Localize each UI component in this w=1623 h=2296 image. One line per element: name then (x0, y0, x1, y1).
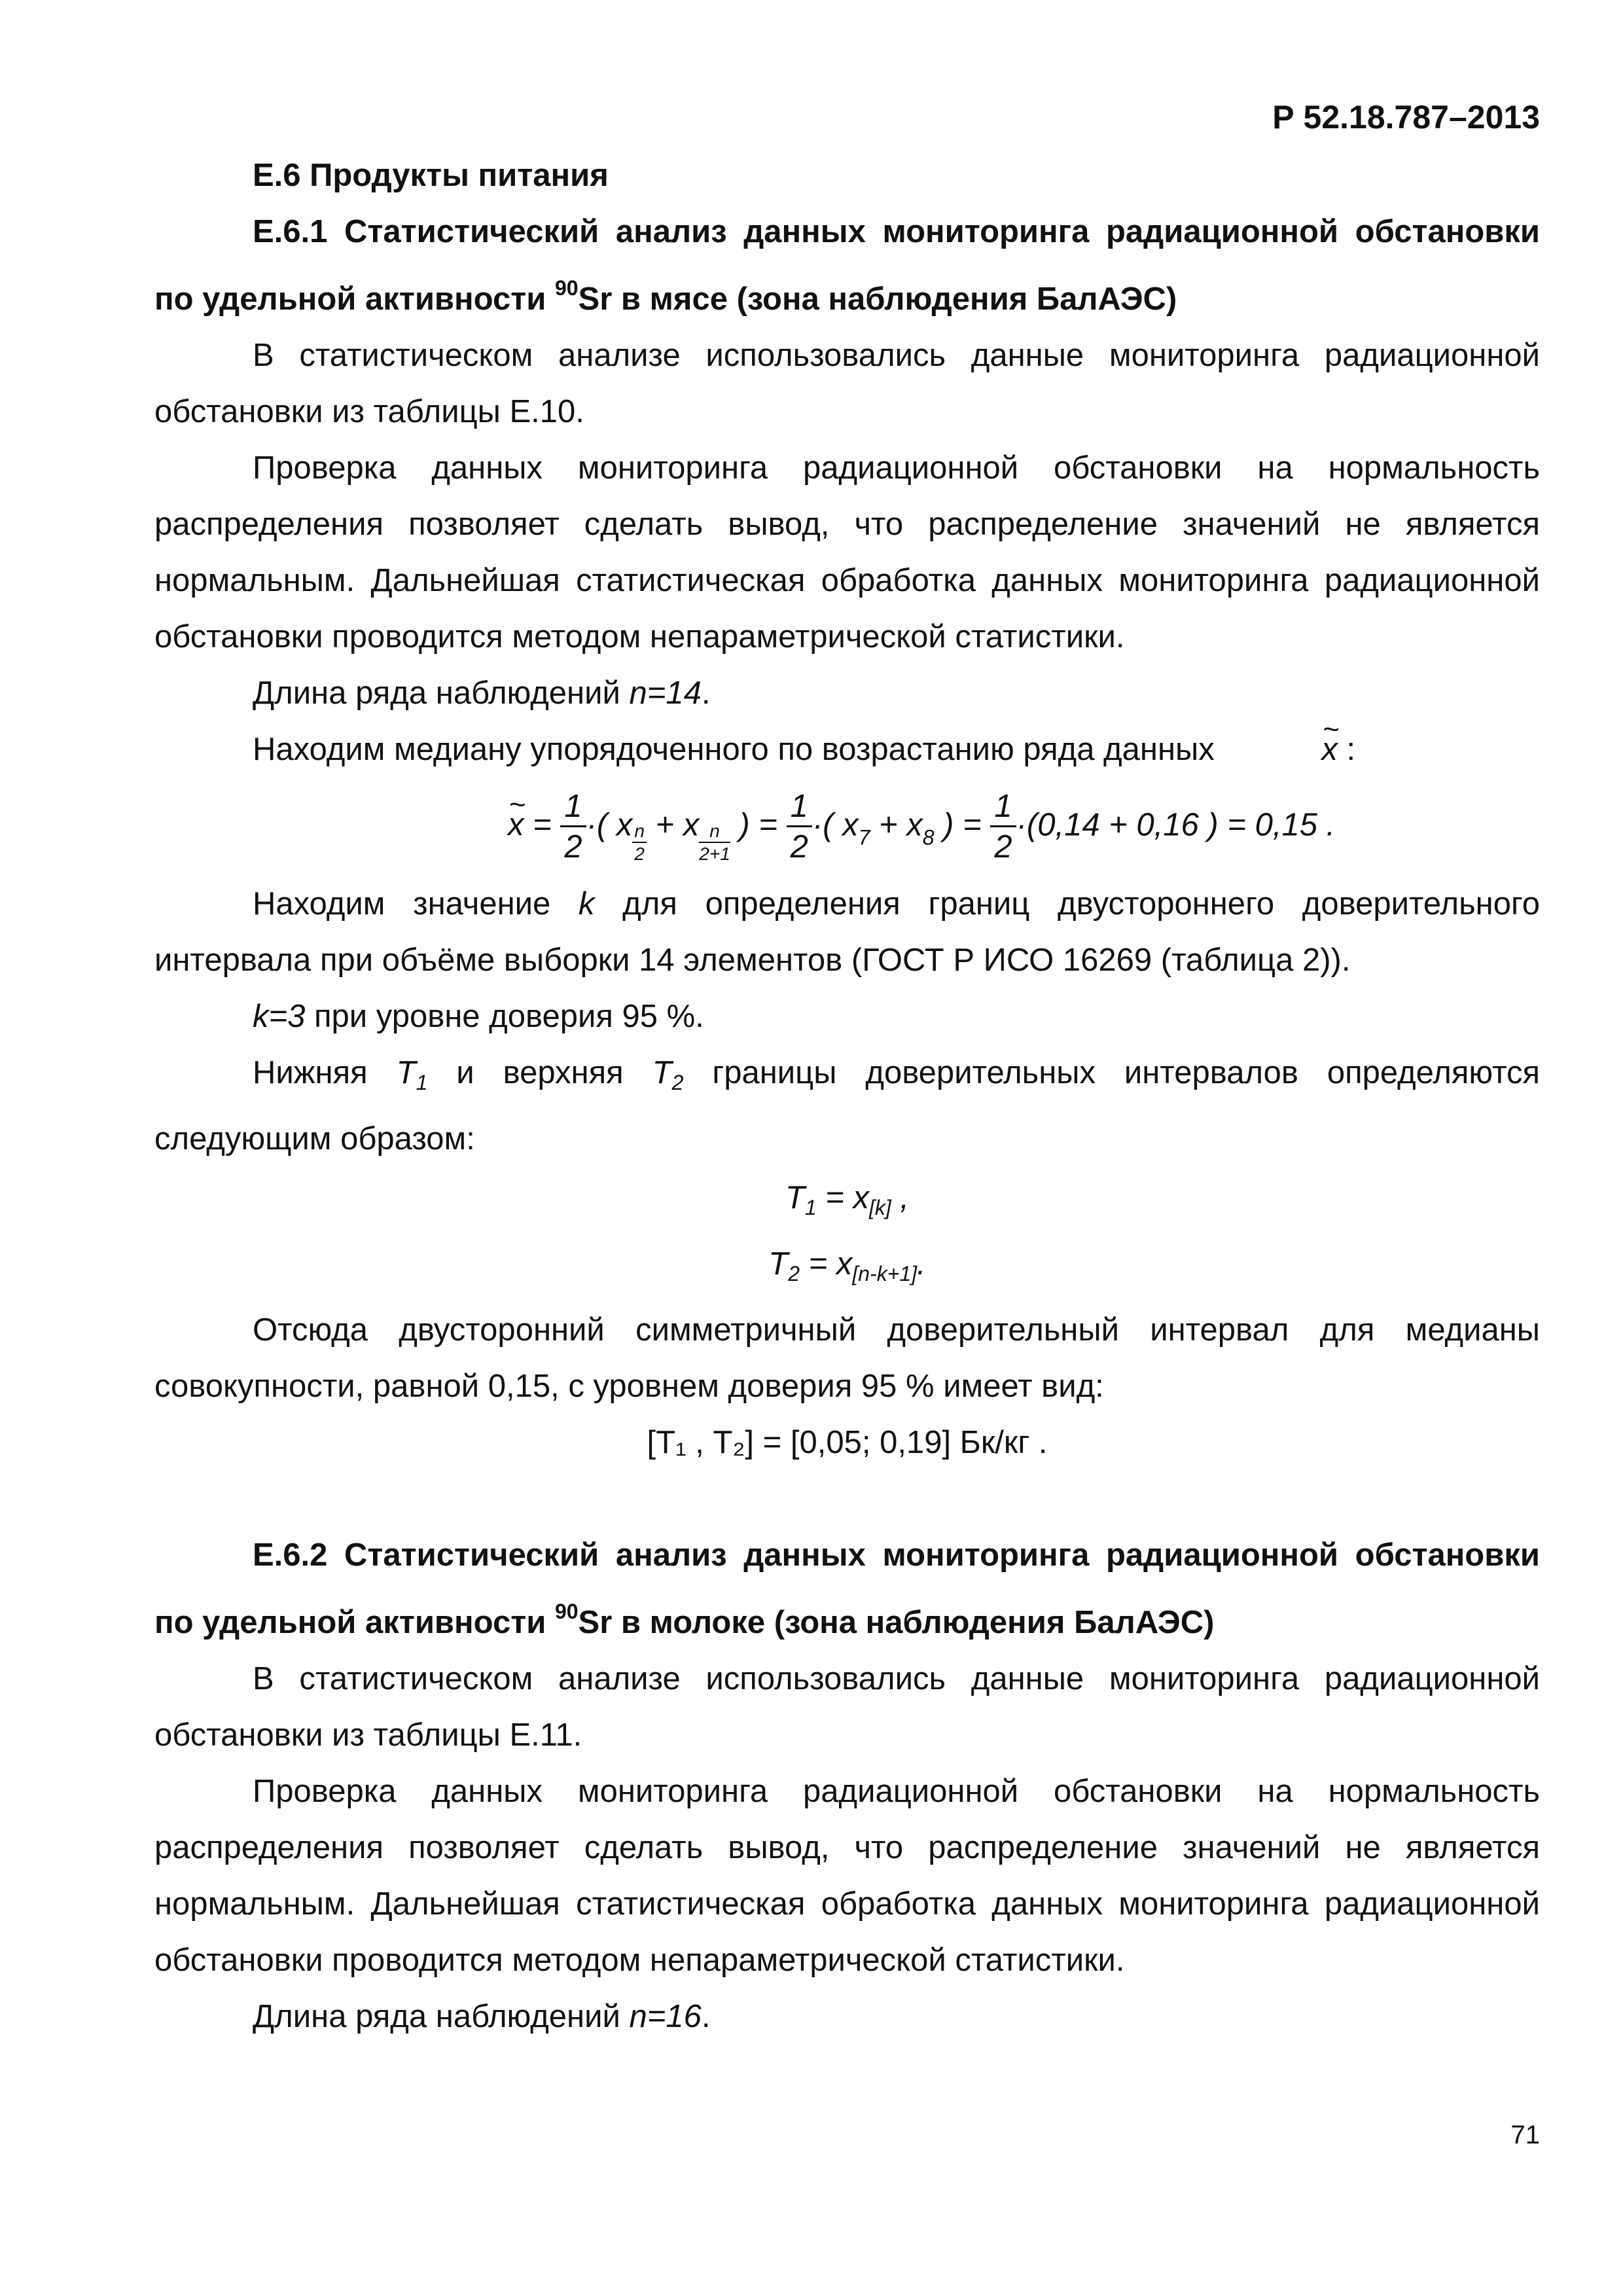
section-e6-heading: Е.6 Продукты питания (253, 158, 609, 193)
section-e62-heading: Е.6.2 Статистический анализ данных мониторинга радиационной обстановки по удельной активности $^{90}$Sr в молоке (зона наблюдения БалАЭС) (154, 1537, 1540, 1640)
heading-text: Е.6.1 Статистический анализ данных мониторинга радиационной обстановки по удельной активности (154, 214, 1540, 317)
text: : (1337, 732, 1356, 767)
median-formula: ~ x = $\frac{1}{2}$ ·( x $\frac{n}{2}$ + x $\frac{n}{2+1}$ ) = $\frac{1}{2}$ ·( $x_7 + x_8$ ) = $\frac{1}{2}$ ·(0,14 + 0,16 ) = 0,15 . (154, 778, 1540, 876)
paragraph-e62-normality: Проверка данных мониторинга радиационной обстановки на нормальность распределения позволяет сделать вывод, что распределение значений не является нормальным. Дальнейшая статистическая обработка данных мониторинга радиационной обстановки проводится методом непараметрической статистики. (154, 1774, 1540, 1978)
paragraph-e61-k: Находим значение k для определения границ двустороннего доверительного интервала при объёме выборки 14 элементов (ГОСТ Р ИСО 16269 (таблица 2)). (154, 886, 1540, 978)
paragraph-e62-source: В статистическом анализе использовались данные мониторинга радиационной обстановки из таблицы Е.11. (154, 1661, 1540, 1753)
fraction-half: $\frac{1}{2}$ (560, 791, 586, 863)
text: . (701, 675, 711, 711)
paragraph-e61-median-intro (154, 721, 1540, 778)
t1-formula: $T_1 = x_{[k]}$ , (785, 1180, 910, 1219)
interval-formula: [Т₁ , Т₂] = [0,05; 0,19] Бк/кг . (647, 1425, 1048, 1460)
paragraph-e61-bounds: Нижняя $T_1$ и верхняя $T_2$ границы доверительных интервалов определяются следующим образом: (154, 1055, 1541, 1157)
fraction-half: $\frac{1}{2}$ (787, 791, 812, 863)
median-symbol: ~ x (1223, 721, 1338, 778)
paragraph-e61-source: В статистическом анализе использовались данные мониторинга радиационной обстановки из таблицы Е.10. (154, 338, 1540, 429)
subscript-n-over-2: $\frac{n}{2}$ (632, 822, 647, 863)
median-values: (0,14 + 0,16 ) = 0,15 . (1026, 807, 1336, 843)
text: Находим медиану упорядоченного по возрастанию ряда данных (253, 732, 1224, 767)
fraction-half: $\frac{1}{2}$ (990, 791, 1016, 863)
section-e61-heading (154, 204, 1540, 327)
document-code: Р 52.18.787–2013 (1272, 99, 1540, 135)
paragraph-e62-length: Длина ряда наблюдений n=16. (253, 1999, 711, 2034)
section-spacer (154, 1471, 1540, 1527)
text: Длина ряда наблюдений (253, 675, 630, 711)
page-number: 71 (1510, 2121, 1540, 2149)
page-content (154, 147, 1540, 2045)
sample-size: n=14 (629, 675, 702, 711)
median-symbol: ~ x (508, 797, 524, 853)
paragraph-e61-interval-intro: Отсюда двусторонний симметричный доверительный интервал для медианы совокупности, равной 0,15, с уровнем доверия 95 % имеет вид: (154, 1312, 1540, 1404)
t2-formula: $T_2 = x_{[n-k+1]}$. (768, 1246, 926, 1285)
isotope-mass-number: 90 (554, 276, 579, 300)
heading-text: Sr в мясе (зона наблюдения БалАЭС) (578, 281, 1177, 317)
subscript-n-over-2-plus-1: $\frac{n}{2+1}$ (699, 821, 730, 865)
paragraph-e61-normality: Проверка данных мониторинга радиационной обстановки на нормальность распределения позволяет сделать вывод, что распределение значений не является нормальным. Дальнейшая статистическая обработка данных мониторинга радиационной обстановки проводится методом непараметрической статистики. (154, 450, 1540, 655)
paragraph-e61-k-value: k=3 при уровне доверия 95 %. (253, 999, 704, 1034)
